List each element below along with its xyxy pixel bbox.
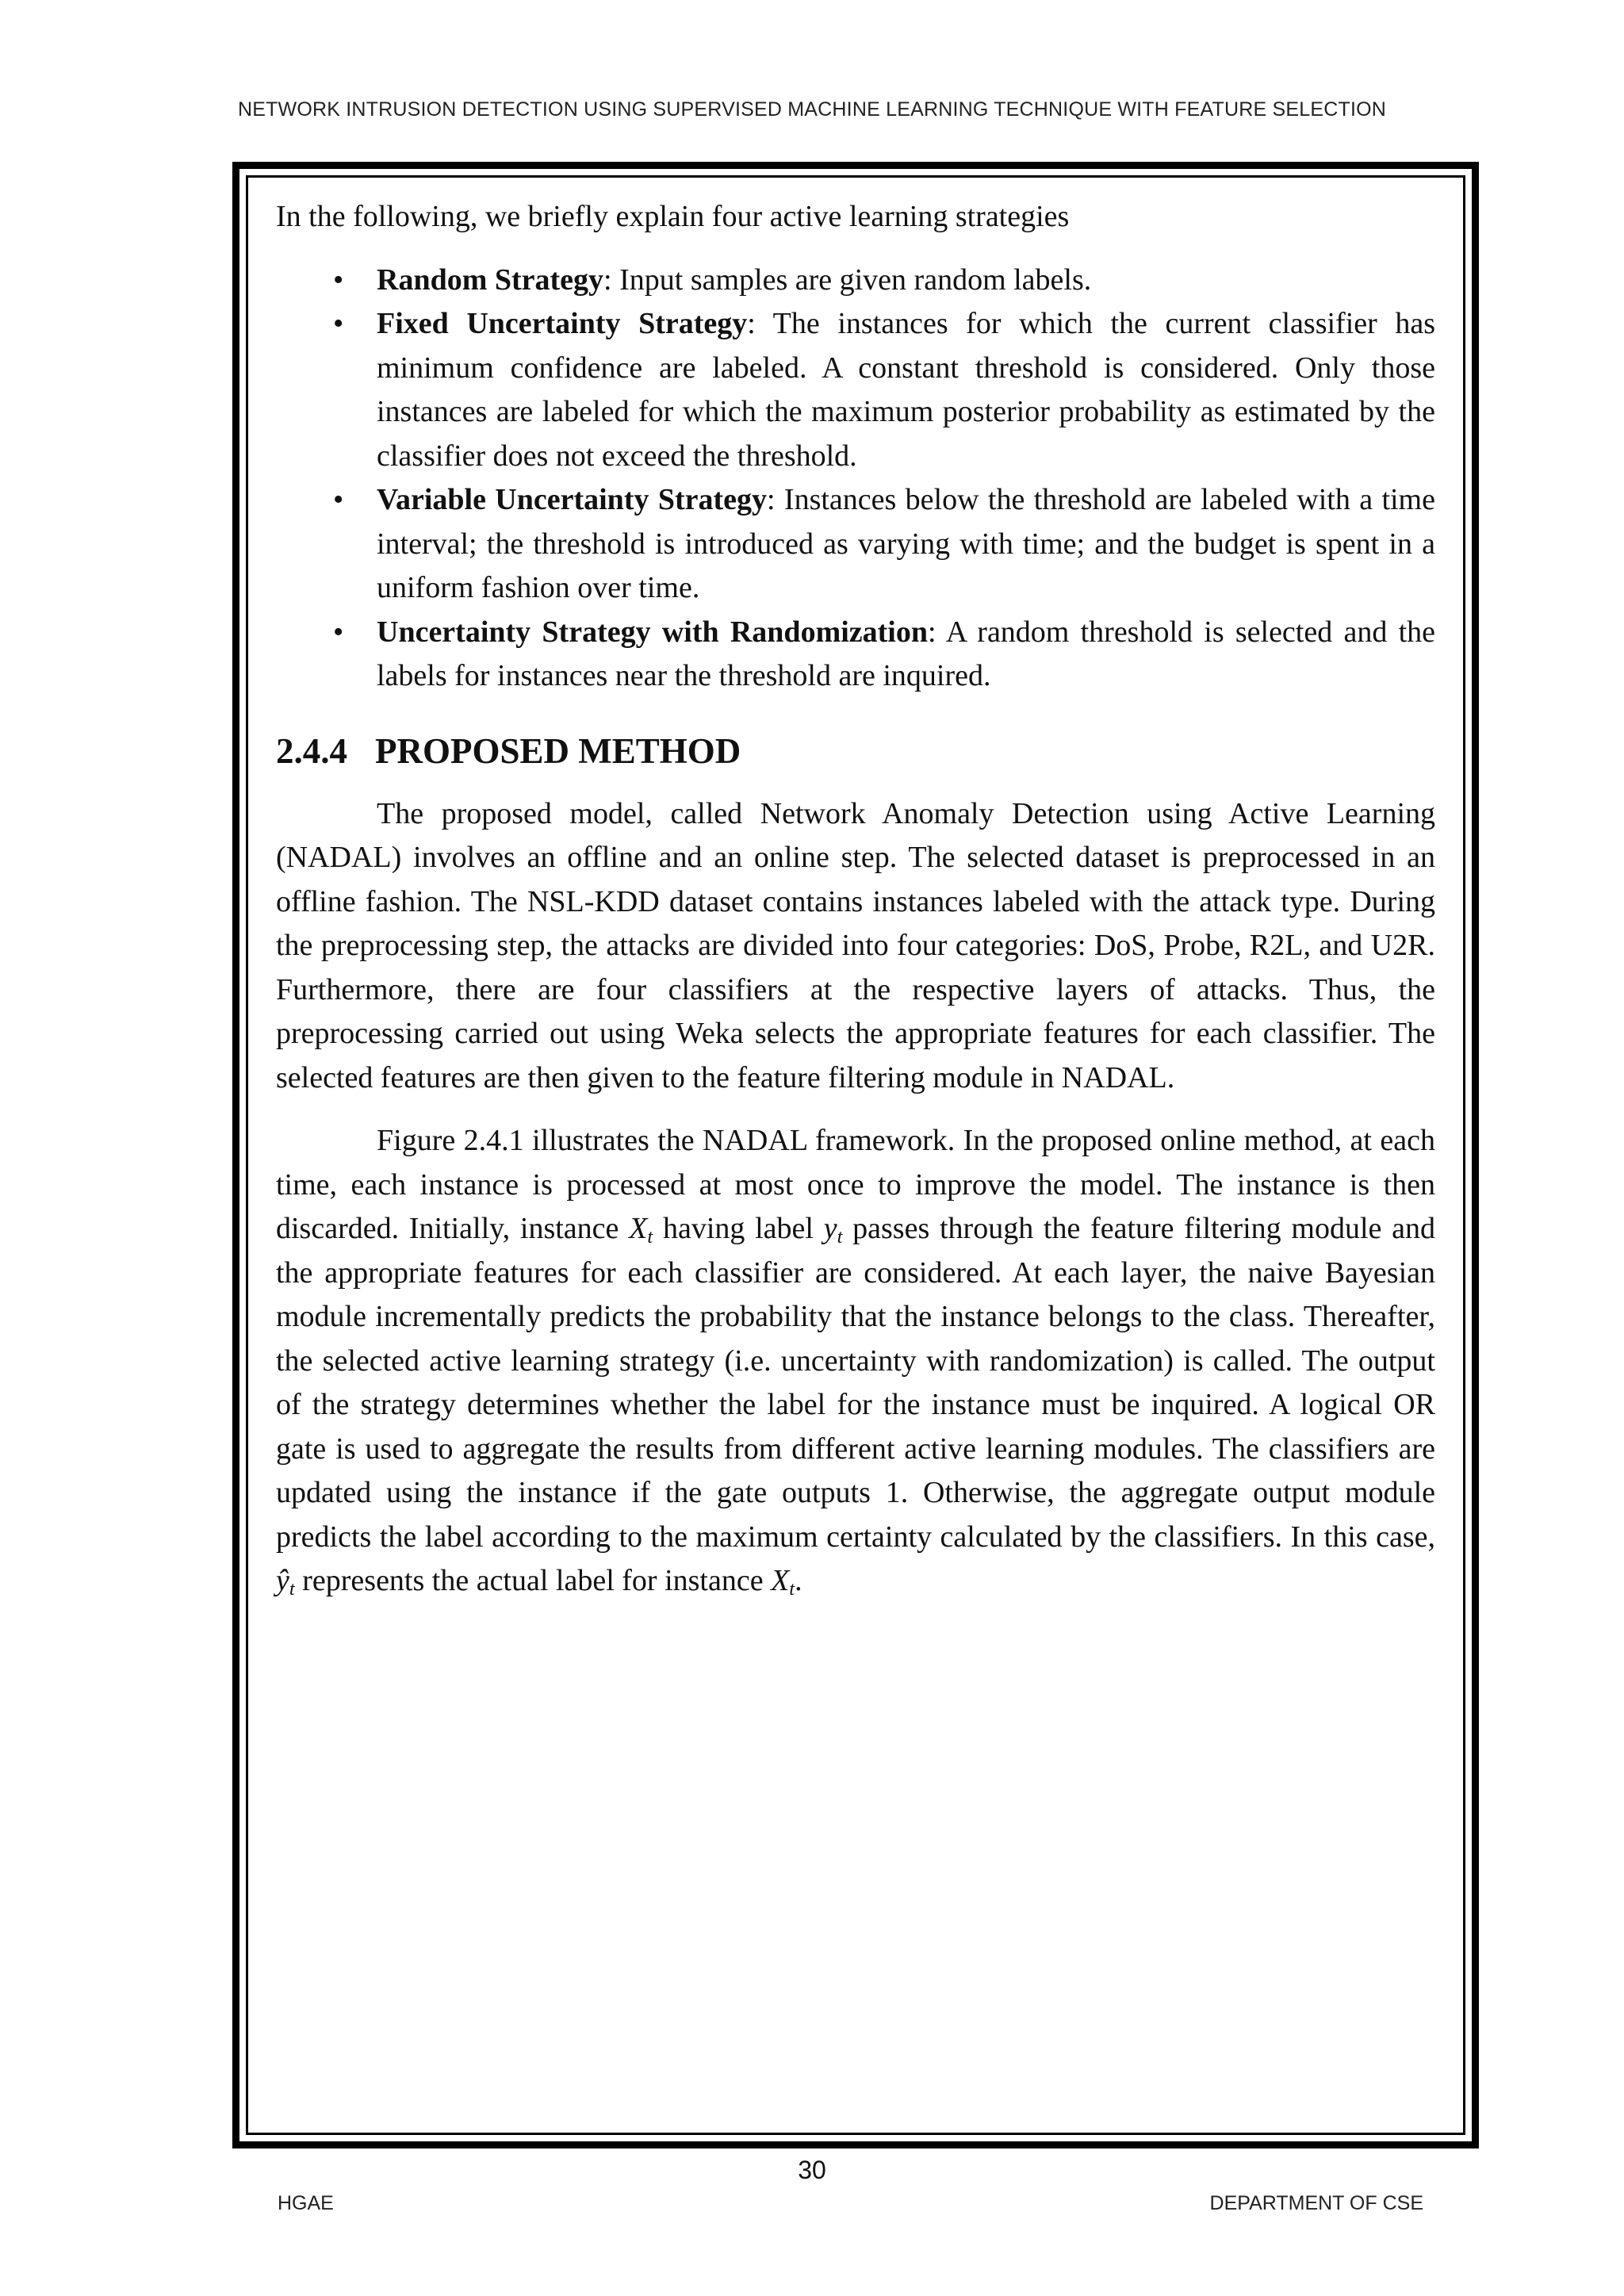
text-run: passes through the feature filtering module and the appropriate features for each classifier are considered. At each layer, the naive Bayesian module incrementally predicts the probability that the instance belongs to the class. Thereafter, the selected active learning strategy (i.e. uncertainty with randomization) is called. The output of the strategy determines whether the label for the instance must be inquired. A logical OR gate is used to aggregate the results from different active learning modules. The classifiers are updated using the instance if the gate outputs 1. Otherwise, the aggregate output module predicts the label according to the maximum certainty calculated by the classifiers. In this case, [276, 1212, 1435, 1554]
section-heading [276, 727, 1435, 775]
intro-paragraph: In the following, we briefly explain four active learning strategies [276, 200, 1070, 233]
list-item [276, 611, 1435, 699]
list-item [276, 302, 1435, 478]
bullet-icon: • [333, 263, 344, 297]
section-number: 2.4.4 [276, 730, 347, 771]
text-run: . [795, 1564, 802, 1597]
variable-subscript: t [789, 1578, 795, 1600]
strategy-description: : The instances for which the current classifier has minimum confidence are labeled. A constant threshold is considered. Only those instances are labeled for which the maximum posterior probability as estimated by the classifier does not exceed the threshold. [377, 307, 1435, 473]
bullet-icon: • [333, 483, 344, 516]
variable-subscript: t [289, 1578, 295, 1600]
text-run: having label [653, 1212, 824, 1245]
body-paragraph-1: The proposed model, called Network Anomaly Detection using Active Learning (NADAL) involves an offline and an online step. The selected dataset is preprocessed in an offline fashion. The NSL-KDD dataset contains instances labeled with the attack type. During the preprocessing step, the attacks are divided into four categories: DoS, Probe, R2L, and U2R. Furthermore, there are four classifiers at the respective layers of attacks. Thus, the preprocessing carried out using Weka selects the appropriate features for each classifier. The selected features are then given to the feature filtering module in NADAL. [276, 796, 1435, 1094]
strategy-term: Random Strategy [377, 263, 604, 297]
footer-department: DEPARTMENT OF CSE [1209, 2192, 1423, 2214]
strategy-description: : Input samples are given random labels. [603, 263, 1092, 297]
variable-y [823, 1212, 843, 1248]
variable-letter: y [823, 1212, 837, 1245]
list-item [276, 259, 1435, 303]
list-item [276, 478, 1435, 611]
page-number: 30 [798, 2156, 826, 2184]
running-header: NETWORK INTRUSION DETECTION USING SUPERVISED MACHINE LEARNING TECHNIQUE WITH FEATURE SELECTION [237, 98, 1387, 121]
text-run: Figure 2.4.1 illustrates the NADAL framework. In the proposed online method, at each time, each instance is processed at most once to improve the model. The instance is then discarded. Initially, instance [276, 1124, 1435, 1245]
text-run: represents the actual label for instance [294, 1564, 772, 1597]
strategy-term: Uncertainty Strategy with Randomization [377, 615, 928, 649]
strategy-list [276, 259, 1435, 699]
page-content [276, 195, 1435, 1604]
variable-y-hat [276, 1564, 295, 1600]
variable-x [629, 1212, 653, 1248]
strategy-term: Fixed Uncertainty Strategy [377, 307, 748, 340]
section-title: PROPOSED METHOD [375, 730, 741, 771]
bullet-icon: • [333, 615, 344, 649]
footer-institution: HGAE [278, 2192, 334, 2214]
variable-subscript: t [837, 1226, 843, 1248]
body-paragraph-2 [276, 1119, 1435, 1604]
variable-letter: X [629, 1212, 648, 1245]
bullet-icon: • [333, 307, 344, 340]
variable-letter: X [771, 1564, 790, 1597]
strategy-term: Variable Uncertainty Strategy [377, 483, 768, 516]
variable-letter: ŷ [276, 1564, 289, 1597]
variable-subscript: t [647, 1226, 653, 1248]
strategy-description: : A random threshold is selected and the labels for instances near the threshold are inquired. [377, 615, 1435, 692]
variable-x [771, 1564, 795, 1600]
strategy-description: : Instances below the threshold are labeled with a time interval; the threshold is introduced as varying with time; and the budget is spent in a uniform fashion over time. [377, 483, 1435, 604]
